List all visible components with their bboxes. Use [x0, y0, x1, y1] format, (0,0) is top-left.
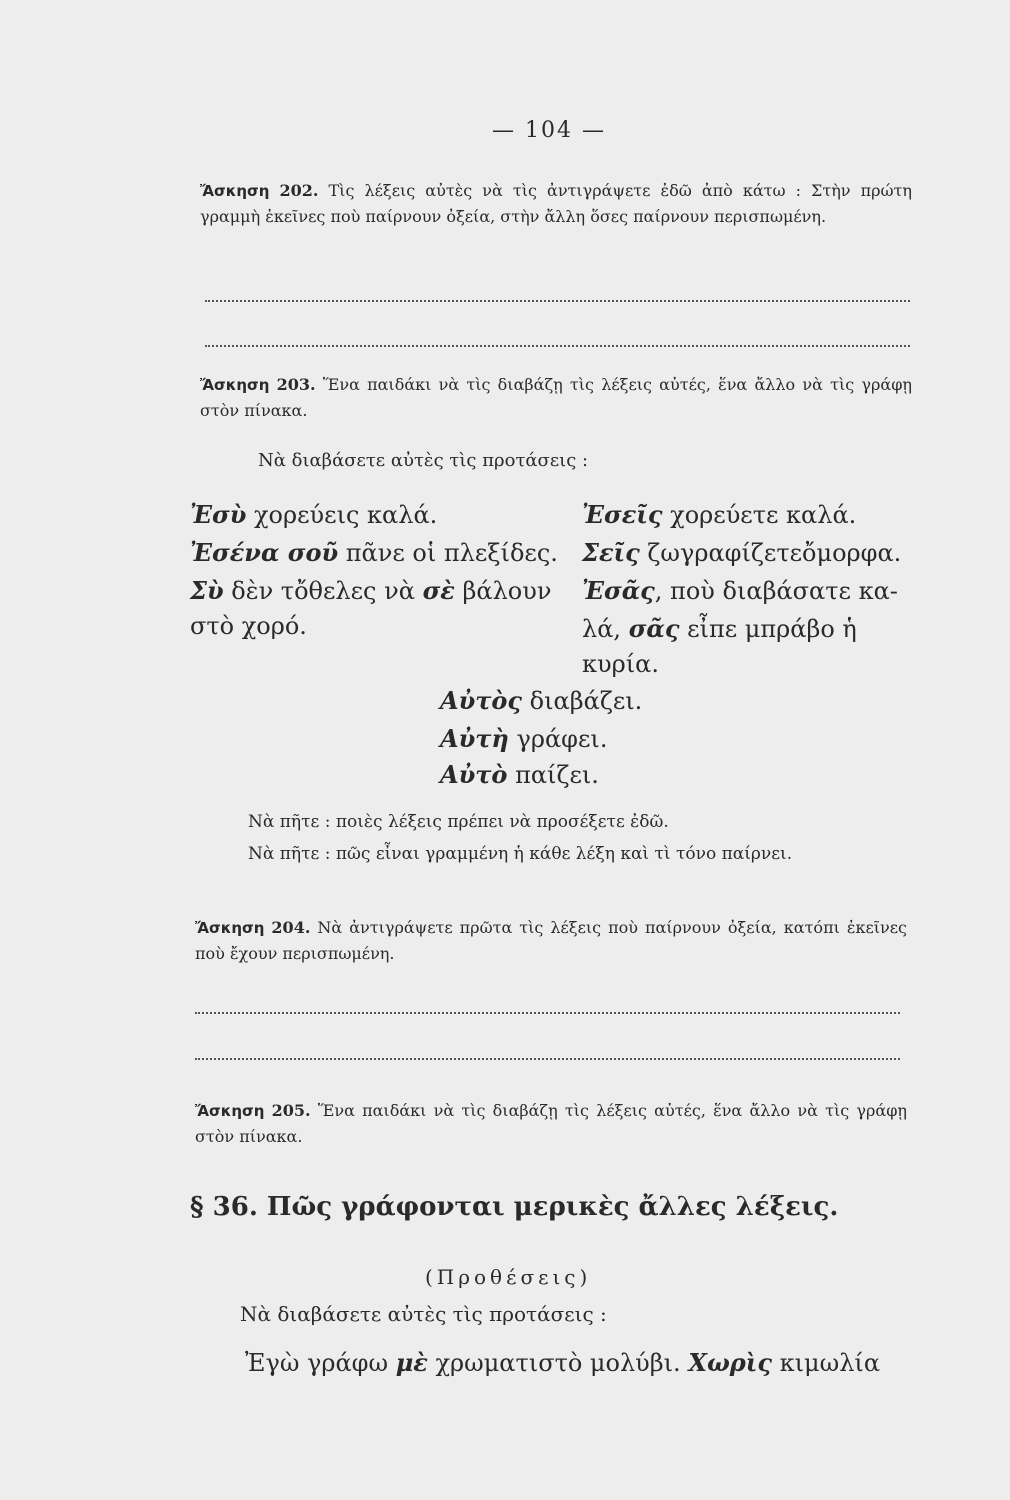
page-number: — 104 — — [492, 118, 606, 143]
emphasis-word: Αὐτὸ — [440, 760, 508, 789]
section-subtitle: (Προθέσεις) — [425, 1265, 592, 1289]
sentence-line — [440, 724, 607, 753]
sentence-line — [440, 760, 599, 789]
exercise-number: 202. — [279, 181, 319, 200]
sentence-text: ζωγραφίζετεὄμορφα. — [639, 539, 902, 567]
sentence-text: λά, — [582, 615, 629, 643]
sentence-line: στὸ χορό. — [190, 612, 307, 640]
sentence-line — [190, 500, 437, 529]
sentence-line — [245, 1348, 880, 1377]
sentence-text: χορεύεις καλά. — [246, 501, 438, 529]
dotted-line — [195, 1012, 900, 1014]
exercise-text: Νὰ ἀντιγράψετε πρῶτα τὶς λέξεις ποὺ παίρνουν ὀξεία, κατόπι ἐκεῖνες ποὺ ἔχουν περισπωμένη. — [195, 918, 907, 963]
emphasis-word: σὲ — [422, 576, 455, 605]
emphasis-word: Ἐσένα σοῦ — [190, 538, 339, 567]
sentence-text: γράφει. — [508, 725, 608, 753]
emphasis-word: Ἐσᾶς — [582, 576, 655, 605]
sentence-line: κυρία. — [582, 650, 659, 678]
sentence-text: πᾶνε οἱ πλεξίδες. — [338, 539, 558, 567]
sentence-text: δὲν τὄθελες νὰ — [223, 577, 423, 605]
exercise-204 — [195, 915, 907, 967]
instruction-note: Νὰ πῆτε : πῶς εἶναι γραμμένη ἡ κάθε λέξη καὶ τὶ τόνο παίρνει. — [248, 844, 793, 864]
exercise-number: 203. — [276, 375, 316, 394]
exercise-number: 204. — [271, 918, 311, 937]
sentence-text: χορεύετε καλά. — [662, 501, 857, 529]
exercise-text: Ἕνα παιδάκι νὰ τὶς διαβάζῃ τὶς λέξεις αὐτές, ἕνα ἄλλο νὰ τὶς γράφῃ στὸν πίνακα. — [200, 375, 912, 420]
emphasis-word: Ἐσὺ — [190, 500, 247, 529]
sentence-text: κιμωλία — [772, 1349, 881, 1377]
sentence-text: παίζει. — [507, 761, 599, 789]
sentence-line — [190, 538, 558, 567]
sentence-line — [440, 686, 642, 715]
sentence-line — [190, 576, 551, 605]
dotted-line — [195, 1058, 900, 1060]
sentence-text: διαβάζει. — [522, 687, 643, 715]
dotted-line — [205, 345, 910, 347]
sentence-line — [582, 538, 901, 567]
read-prompt: Νὰ διαβάσετε αὐτὲς τὶς προτάσεις : — [258, 450, 589, 471]
exercise-heading: Ἄσκηση — [195, 919, 265, 937]
exercise-number: 205. — [271, 1101, 311, 1120]
sentence-text: βάλουν — [454, 577, 552, 605]
exercise-heading: Ἄσκηση — [200, 182, 270, 200]
instruction-note: Νὰ πῆτε : ποιὲς λέξεις πρέπει νὰ προσέξετε ἐδῶ. — [248, 812, 669, 832]
read-prompt: Νὰ διαβάσετε αὐτὲς τὶς προτάσεις : — [240, 1302, 607, 1326]
sentence-text: χρωματιστὸ μολύβι. — [427, 1349, 689, 1377]
exercise-205 — [195, 1098, 907, 1150]
emphasis-word: Ἐσεῖς — [582, 500, 663, 529]
sentence-text: Ἐγὼ γράφω — [245, 1349, 396, 1377]
dotted-line — [205, 300, 910, 302]
sentence-line — [582, 576, 898, 605]
sentence-text: , ποὺ διαβάσατε κα- — [654, 577, 898, 605]
emphasis-word: μὲ — [395, 1348, 428, 1377]
emphasis-word: Αὐτὴ — [440, 724, 509, 753]
emphasis-word: Χωρὶς — [688, 1348, 772, 1377]
sentence-line — [582, 614, 857, 643]
exercise-202 — [200, 178, 912, 230]
exercise-heading: Ἄσκηση — [195, 1102, 265, 1120]
exercise-203 — [200, 372, 912, 424]
exercise-text: Ἕνα παιδάκι νὰ τὶς διαβάζῃ τὶς λέξεις αὐτές, ἕνα ἄλλο νὰ τὶς γράφῃ στὸν πίνακα. — [195, 1101, 907, 1146]
sentence-text: εἶπε μπράβο ἡ — [679, 615, 857, 643]
sentence-line — [582, 500, 856, 529]
emphasis-word: σᾶς — [628, 614, 680, 643]
section-title: § 36. Πῶς γράφονται μερικὲς ἄλλες λέξεις. — [190, 1192, 839, 1222]
emphasis-word: Σὺ — [190, 576, 224, 605]
exercise-text: Τὶς λέξεις αὐτὲς νὰ τὶς ἀντιγράψετε ἐδῶ ἀπὸ κάτω : Στὴν πρώτη γραμμὴ ἐκεῖνες ποὺ παίρνουν ὀξεία, στὴν ἄλλη ὅσες παίρνουν περισπωμένη. — [200, 181, 912, 226]
emphasis-word: Σεῖς — [582, 538, 640, 567]
emphasis-word: Αὐτὸς — [440, 686, 523, 715]
exercise-heading: Ἄσκηση — [200, 376, 270, 394]
